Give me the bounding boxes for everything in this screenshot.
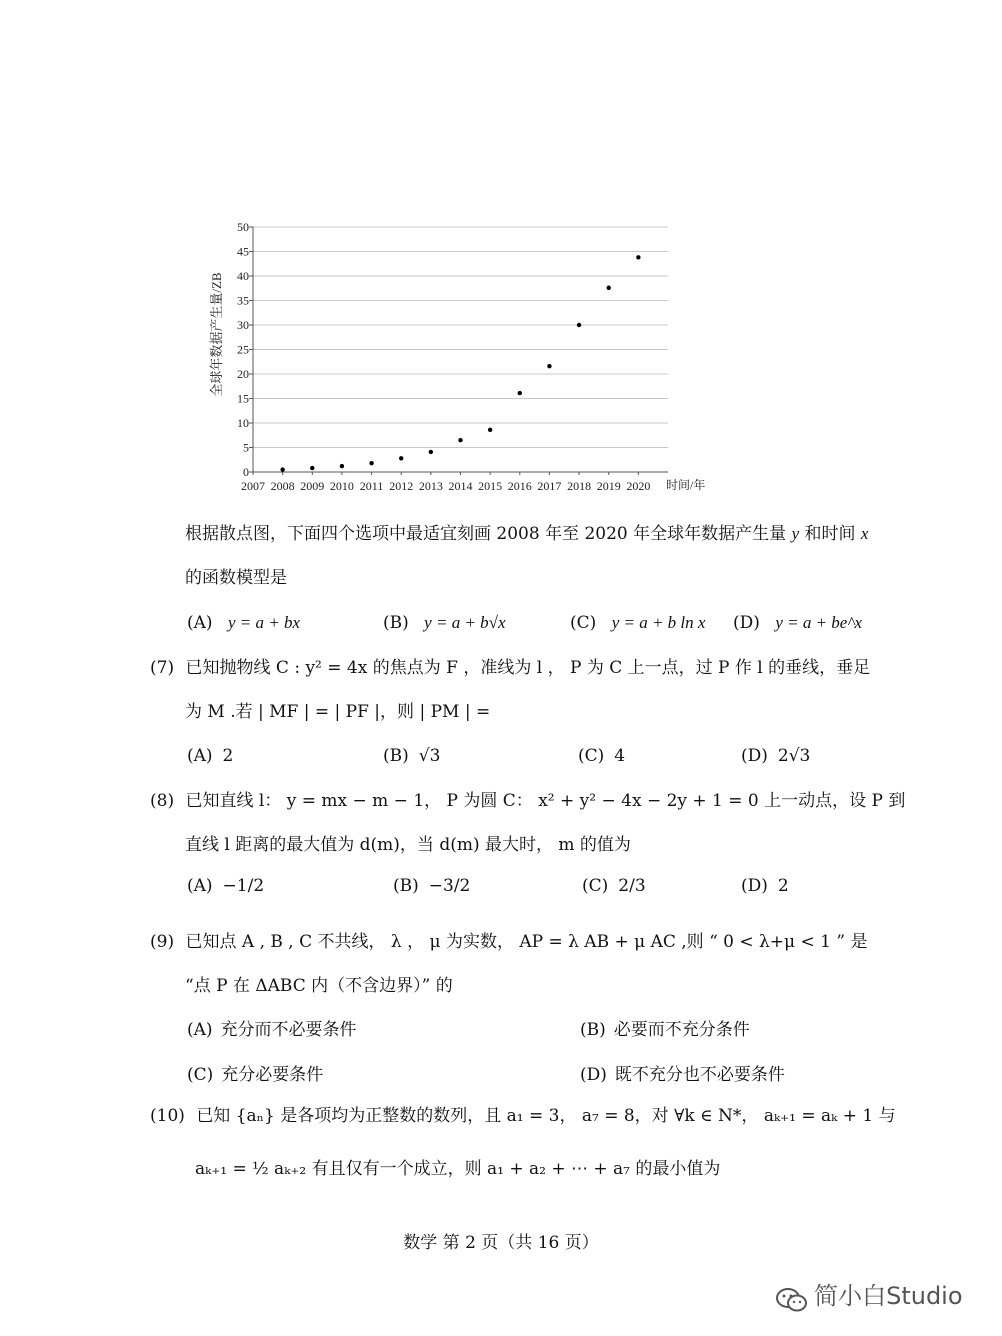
q9-option-b: (B) 必要而不充分条件 <box>580 1020 750 1040</box>
x-tick-label: 2010 <box>329 479 354 493</box>
y-tick-label: 5 <box>243 440 249 455</box>
x-tick-label: 2011 <box>359 479 384 493</box>
y-tick-label: 45 <box>237 244 249 259</box>
data-point <box>280 467 284 471</box>
q8-stem-line1: (8) 已知直线 l： y = mx − m − 1， P 为圆 C： x² + y² − 4x − 2y + 1 = 0 上一动点，设 P 到 <box>150 791 906 811</box>
q6-option-c: (C) y = a + b ln x <box>570 613 706 633</box>
q9-option-d: (D) 既不充分也不必要条件 <box>580 1065 785 1085</box>
x-tick-label: 2008 <box>270 479 295 493</box>
x-axis-label: 时间/年 <box>666 478 706 492</box>
data-point <box>369 461 373 465</box>
x-tick-label: 2018 <box>567 479 592 493</box>
q8-stem-line2: 直线 l 距离的最大值为 d(m)，当 d(m) 最大时， m 的值为 <box>185 835 631 855</box>
q6-option-d: (D) y = a + be^x <box>733 613 863 633</box>
q6-stem-line2: 的函数模型是 <box>185 568 287 588</box>
q9-stem-line2: “点 P 在 ΔABC 内（不含边界）” 的 <box>185 976 453 996</box>
y-tick-label: 20 <box>237 367 249 381</box>
data-point <box>607 286 611 290</box>
y-tick-label: 10 <box>237 416 249 430</box>
q7-stem-line2: 为 M .若 | MF | = | PF |，则 | PM | = <box>185 702 491 722</box>
y-tick-label: 30 <box>237 318 249 332</box>
data-point <box>488 428 492 432</box>
q6-option-a: (A) y = a + bx <box>187 613 300 633</box>
x-tick-label: 2009 <box>300 479 325 493</box>
q7-option-b: (B) √3 <box>383 746 441 766</box>
data-point <box>399 456 403 460</box>
q8-option-c: (C) 2/3 <box>582 876 646 896</box>
q8-option-a: (A) −1/2 <box>187 876 265 896</box>
data-point <box>636 255 640 259</box>
data-point <box>518 391 522 395</box>
q7-stem-line1: (7) 已知抛物线 C : y² = 4x 的焦点为 F ，准线为 l ， P 为 C 上一点，过 P 作 l 的垂线，垂足 <box>150 658 871 678</box>
data-point <box>310 466 314 470</box>
x-tick-label: 2017 <box>537 479 562 493</box>
q8-option-d: (D) 2 <box>741 876 789 896</box>
scatter-chart <box>0 0 1002 500</box>
x-tick-label: 2020 <box>626 479 651 493</box>
q7-option-c: (C) 4 <box>578 746 626 766</box>
q9-option-c: (C) 充分必要条件 <box>187 1065 324 1085</box>
q10-stem-line1: (10) 已知 {aₙ} 是各项均为正整数的数列，且 a₁ = 3， a₇ = 8，对 ∀k ∈ N*， aₖ₊₁ = aₖ + 1 与 <box>150 1106 896 1126</box>
q9-option-a: (A) 充分而不必要条件 <box>187 1020 357 1040</box>
data-point <box>458 438 462 442</box>
x-tick-label: 2014 <box>448 479 473 493</box>
q8-option-b: (B) −3/2 <box>393 876 471 896</box>
y-tick-label: 25 <box>237 342 249 357</box>
q10-stem-line2: aₖ₊₁ = ½ aₖ₊₂ 有且仅有一个成立，则 a₁ + a₂ + ⋯ + a₇ 的最小值为 <box>195 1159 721 1179</box>
y-tick-label: 40 <box>237 269 249 283</box>
watermark-text: 简小白Studio <box>814 1282 963 1310</box>
x-tick-label: 2019 <box>596 479 621 493</box>
x-tick-label: 2015 <box>478 479 503 493</box>
q6-option-b: (B) y = a + b√x <box>383 613 506 633</box>
watermark <box>775 1276 963 1314</box>
data-point <box>429 450 433 454</box>
wechat-icon <box>775 1286 809 1314</box>
q9-stem-line1: (9) 已知点 A , B , C 不共线， λ ， μ 为实数， AP = λ AB + μ AC ,则 “ 0 < λ+μ < 1 ” 是 <box>150 932 868 952</box>
data-point <box>547 364 551 368</box>
x-tick-label: 2016 <box>507 479 532 493</box>
x-tick-label: 2012 <box>389 479 414 493</box>
y-tick-label: 50 <box>237 220 249 234</box>
page-footer: 数学 第 2 页（共 16 页） <box>403 1233 599 1253</box>
y-tick-label: 15 <box>237 391 249 406</box>
y-tick-label: 35 <box>237 293 249 308</box>
q7-option-d: (D) 2√3 <box>741 746 811 766</box>
x-tick-label: 2007 <box>241 479 265 493</box>
data-point <box>577 323 581 327</box>
y-tick-label: 0 <box>243 465 249 479</box>
y-axis-label: 全球年数据产生量/ZB <box>209 272 224 397</box>
x-tick-label: 2013 <box>418 479 443 493</box>
q6-stem-line1: 根据散点图，下面四个选项中最适宜刻画 2008 年至 2020 年全球年数据产生量 y 和时间 x <box>185 524 869 544</box>
data-point <box>340 464 344 468</box>
q7-option-a: (A) 2 <box>187 746 234 766</box>
